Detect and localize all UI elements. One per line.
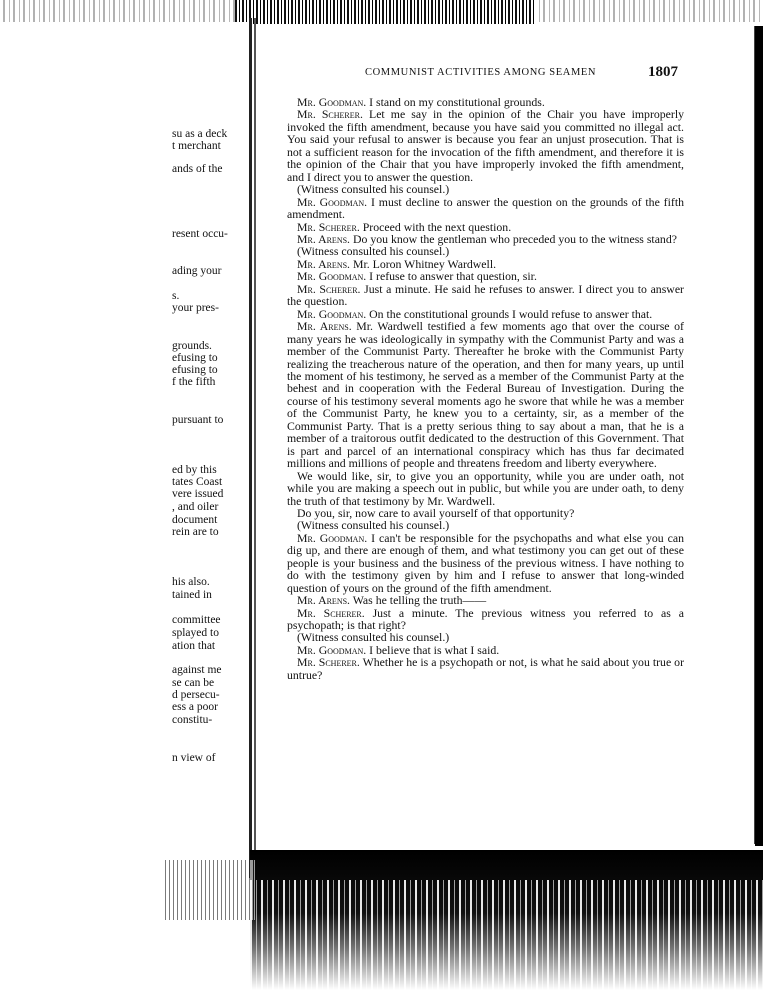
speaker-name: Mr. Scherer. — [297, 219, 360, 234]
paragraph-text: I believe that is what I said. — [366, 642, 500, 657]
left-page-fragment: se can be — [172, 677, 215, 689]
paragraph-text: Do you know the gentleman who preceded you to the witness stand? — [350, 231, 677, 246]
paragraph-text: I must decline to answer the question on the grounds of the fifth amendment. — [287, 194, 684, 222]
speaker-name: Mr. Scherer. — [297, 281, 361, 296]
left-page-fragment: rein are to — [172, 526, 219, 538]
transcript-paragraph — [287, 607, 684, 632]
paragraph-text: (Witness consulted his counsel.) — [297, 630, 450, 645]
left-page-fragment: grounds. — [172, 340, 212, 352]
speaker-name: Mr. Goodman. — [297, 194, 368, 209]
speaker-name: Mr. Goodman. — [297, 306, 367, 321]
left-page-fragment: ed by this — [172, 464, 217, 476]
left-page-fragment: constitu- — [172, 714, 213, 726]
transcript-paragraph — [287, 532, 684, 594]
paragraph-text: Do you, sir, now care to avail yourself of that opportunity? — [297, 505, 575, 520]
left-page-fragment: splayed to — [172, 627, 219, 639]
left-page-fragment: pursuant to — [172, 414, 224, 426]
speaker-name: Mr. Scherer. — [297, 655, 360, 670]
transcript-paragraph — [287, 320, 684, 469]
page-number: 1807 — [648, 64, 678, 80]
transcript-paragraph — [287, 656, 684, 681]
paragraph-text: Whether he is a psychopath or not, is what he said about you true or untrue? — [287, 655, 684, 682]
transcript-paragraph — [287, 108, 684, 183]
left-page-fragment: document — [172, 514, 218, 526]
speaker-name: Mr. Goodman. — [297, 530, 368, 545]
left-page-fragment: vere issued — [172, 488, 224, 500]
left-page-fragment: efusing to — [172, 364, 218, 376]
paragraph-text: Let me say in the opinion of the Chair you have improperly invoked the fifth amendment, because you have said you committed no illegal act. You said your refusal to answer is because you fear an unjust prosecution. That is not a sufficient reason for the invocation of the fifth amendment, and therefore it is the opinion of the Chair that you have improperly invoked the fifth amendment, and I direct you to answer the question. — [287, 107, 685, 184]
scan-left-bottom-noise — [165, 860, 255, 920]
left-page-fragment: tates Coast — [172, 476, 223, 488]
left-page-fragment: d persecu- — [172, 689, 220, 701]
left-page-fragment: , and oiler — [172, 501, 219, 513]
book-spine-shadow — [254, 18, 256, 878]
paragraph-text: (Witness consulted his counsel.) — [297, 244, 450, 259]
paragraph-text: Mr. Wardwell testified a few moments ago that over the course of many years he was ideologically in sympathy with the Communist Party and was a member of the Communist Party. Thereafter he broke with the Communist Party realizing the treacherous nature of the operation, and then for many years, up until the moment of his testimony, he served as a member of the Communist Party at the behest and in cooperation with the Federal Bureau of Investigation. During the course of his testimony several moments ago he swore that while he was a member of the Communist Party, he knew you to a certainty, sir, as a member of the Communist Party. That is a pretty serious thing to say about a man, that he is a member of a traitorous outfit dedicated to the destruction of this Government. That is part and parcel of an international conspiracy which has thus far decimated millions and millions of people and threatens freedom and liberty everywhere. — [287, 319, 684, 471]
left-page-fragment: n view of — [172, 752, 216, 764]
left-page-fragment: ation that — [172, 640, 216, 652]
speaker-name: Mr. Goodman. — [297, 642, 367, 657]
scan-top-dark-band — [235, 0, 535, 24]
left-page-fragment: against me — [172, 664, 222, 676]
transcript-paragraph — [287, 470, 684, 507]
paragraph-text: Just a minute. He said he refuses to answer. I direct you to answer the question. — [287, 281, 684, 309]
speaker-name: Mr. Scherer. — [297, 605, 365, 620]
left-page-fragment: efusing to — [172, 352, 218, 364]
paragraph-text: Was he telling the truth—— — [350, 593, 487, 608]
speaker-name: Mr. Goodman. — [297, 269, 367, 284]
paragraph-text: I stand on my constitutional grounds. — [366, 95, 545, 109]
left-page-fragment: su as a deck — [172, 128, 228, 140]
left-page-fragment: t merchant — [172, 140, 221, 152]
left-page-fragment: tained in — [172, 589, 212, 601]
paragraph-text: I refuse to answer that question, sir. — [366, 269, 537, 284]
speaker-name: Mr. Arens. — [297, 319, 352, 334]
paragraph-text: We would like, sir, to give you an opportunity, while you are under oath, not while you are making a speech out in public, but while you are under oath, to deny the truth of that testimony by Mr. Wardwell. — [287, 468, 684, 508]
running-header: COMMUNIST ACTIVITIES AMONG SEAMEN — [365, 67, 597, 78]
paragraph-text: Proceed with the next question. — [359, 219, 512, 234]
transcript-paragraph — [287, 283, 684, 308]
transcript-paragraph — [287, 196, 684, 221]
paragraph-text: (Witness consulted his counsel.) — [297, 182, 450, 197]
paragraph-text: On the constitutional grounds I would refuse to answer that. — [366, 306, 653, 321]
left-page-fragment: ess a poor — [172, 701, 218, 713]
paragraph-text: (Witness consulted his counsel.) — [297, 518, 450, 533]
speaker-name: Mr. Scherer. — [297, 107, 363, 122]
left-page-fragment: f the fifth — [172, 376, 216, 388]
left-page-fragment: s. — [172, 290, 180, 302]
speaker-name: Mr. Arens. — [297, 256, 350, 271]
speaker-name: Mr. Arens. — [297, 231, 350, 246]
speaker-name: Mr. Arens. — [297, 593, 350, 608]
left-page-fragment: ands of the — [172, 163, 223, 175]
speaker-name: Mr. Goodman. — [297, 95, 367, 109]
left-page-fragment: his also. — [172, 576, 210, 588]
left-page-fragment: resent occu- — [172, 228, 228, 240]
scan-bottom-streaks — [250, 880, 763, 990]
paragraph-text: Mr. Loron Whitney Wardwell. — [350, 256, 497, 271]
book-spine — [249, 18, 252, 878]
left-page-fragment: ading your — [172, 265, 222, 277]
transcript-body — [287, 96, 684, 681]
left-page-fragment: committee — [172, 614, 221, 626]
page-right-edge-shadow — [755, 26, 763, 846]
paragraph-text: I can't be responsible for the psychopaths and what else you can dig up, and there are enough of them, and what testimony you can get out of these people is your business and the business of the previous witness. I have nothing to do with the testimony given by him and I refuse to answer that long-winded question of yours on the ground of the fifth amendment. — [287, 530, 684, 595]
left-page-fragment: your pres- — [172, 302, 219, 314]
paragraph-text: Just a minute. The previous witness you referred to as a psychopath; is that right? — [287, 605, 684, 633]
